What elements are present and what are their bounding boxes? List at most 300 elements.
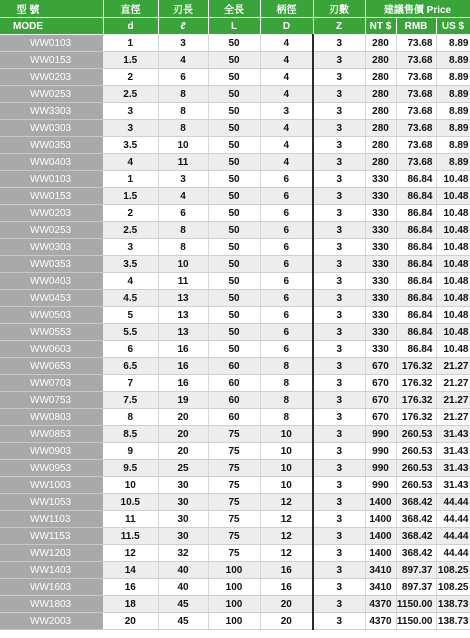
cut-length-cell: 30 (158, 528, 208, 545)
table-row (0, 562, 470, 579)
shank-diameter-cell: 6 (260, 273, 313, 290)
overall-length-cell: 50 (208, 222, 260, 239)
shank-diameter-cell: 6 (260, 290, 313, 307)
cut-length-cell: 13 (158, 290, 208, 307)
overall-length-cell: 75 (208, 443, 260, 460)
model-cell: WW0103 (0, 35, 103, 52)
rmb-price-cell: 176.32 (396, 392, 436, 409)
table-row (0, 494, 470, 511)
model-cell: WW1603 (0, 579, 103, 596)
diameter-cell: 2.5 (103, 86, 158, 103)
diameter-cell: 1 (103, 35, 158, 52)
diameter-cell: 2.5 (103, 222, 158, 239)
rmb-price-cell: 86.84 (396, 205, 436, 222)
table-row (0, 596, 470, 613)
shank-diameter-cell: 8 (260, 392, 313, 409)
flutes-subheader: Z (313, 18, 365, 35)
rmb-price-subheader: RMB (396, 18, 436, 35)
diameter-cell: 11 (103, 511, 158, 528)
diameter-cell: 10.5 (103, 494, 158, 511)
shank-diameter-cell: 16 (260, 562, 313, 579)
nt-price-cell: 4370 (365, 613, 396, 630)
rmb-price-cell: 1150.00 (396, 613, 436, 630)
model-cell: WW1153 (0, 528, 103, 545)
nt-price-cell: 330 (365, 290, 396, 307)
shank-diameter-cell: 10 (260, 426, 313, 443)
model-cell: WW0353 (0, 256, 103, 273)
flutes-cell: 3 (313, 273, 365, 290)
table-row (0, 477, 470, 494)
nt-price-cell: 280 (365, 52, 396, 69)
diameter-cell: 9.5 (103, 460, 158, 477)
model-cell: WW0103 (0, 171, 103, 188)
table-row (0, 137, 470, 154)
flutes-cell: 3 (313, 103, 365, 120)
overall-length-cell: 50 (208, 103, 260, 120)
cut-length-cell: 8 (158, 103, 208, 120)
overall-length-cell: 60 (208, 409, 260, 426)
rmb-price-cell: 86.84 (396, 222, 436, 239)
table-row (0, 511, 470, 528)
table-row (0, 307, 470, 324)
nt-price-cell: 990 (365, 460, 396, 477)
shank-diameter-cell: 6 (260, 205, 313, 222)
shank-diameter-cell: 8 (260, 358, 313, 375)
flutes-cell: 3 (313, 375, 365, 392)
diameter-cell: 18 (103, 596, 158, 613)
model-cell: WW3303 (0, 103, 103, 120)
diameter-header: 直徑 (103, 0, 158, 18)
shank-diameter-subheader: D (260, 18, 313, 35)
flutes-cell: 3 (313, 358, 365, 375)
overall-length-cell: 50 (208, 205, 260, 222)
flutes-cell: 3 (313, 307, 365, 324)
diameter-cell: 3 (103, 103, 158, 120)
table-row (0, 579, 470, 596)
usd-price-cell: 10.48 (436, 188, 470, 205)
rmb-price-cell: 86.84 (396, 341, 436, 358)
cut-length-cell: 6 (158, 69, 208, 86)
rmb-price-cell: 73.68 (396, 69, 436, 86)
flutes-cell: 3 (313, 460, 365, 477)
nt-price-cell: 1400 (365, 545, 396, 562)
table-row (0, 103, 470, 120)
shank-diameter-cell: 6 (260, 307, 313, 324)
flutes-header: 刃數 (313, 0, 365, 18)
table-row (0, 409, 470, 426)
shank-diameter-cell: 4 (260, 86, 313, 103)
overall-length-cell: 75 (208, 460, 260, 477)
flutes-cell: 3 (313, 579, 365, 596)
diameter-cell: 8.5 (103, 426, 158, 443)
overall-length-cell: 75 (208, 494, 260, 511)
model-cell: WW0653 (0, 358, 103, 375)
model-cell: WW0303 (0, 120, 103, 137)
model-cell: WW2003 (0, 613, 103, 630)
diameter-cell: 3 (103, 239, 158, 256)
usd-price-cell: 108.25 (436, 579, 470, 596)
cut-length-cell: 8 (158, 239, 208, 256)
shank-diameter-cell: 4 (260, 137, 313, 154)
overall-length-cell: 100 (208, 579, 260, 596)
flutes-cell: 3 (313, 290, 365, 307)
cut-length-cell: 3 (158, 171, 208, 188)
shank-diameter-cell: 4 (260, 35, 313, 52)
cut-length-cell: 25 (158, 460, 208, 477)
shank-diameter-cell: 6 (260, 256, 313, 273)
usd-price-cell: 31.43 (436, 426, 470, 443)
cut-length-header: 刃長 (158, 0, 208, 18)
nt-price-cell: 280 (365, 154, 396, 171)
cut-length-cell: 45 (158, 596, 208, 613)
table-row (0, 324, 470, 341)
model-subheader: MODE (0, 18, 103, 35)
diameter-cell: 7.5 (103, 392, 158, 409)
diameter-cell: 4 (103, 154, 158, 171)
shank-diameter-cell: 4 (260, 154, 313, 171)
table-row (0, 528, 470, 545)
overall-length-cell: 50 (208, 69, 260, 86)
overall-length-cell: 50 (208, 324, 260, 341)
usd-price-cell: 21.27 (436, 409, 470, 426)
cut-length-cell: 8 (158, 120, 208, 137)
usd-price-cell: 10.48 (436, 239, 470, 256)
rmb-price-cell: 86.84 (396, 256, 436, 273)
cut-length-cell: 20 (158, 443, 208, 460)
shank-diameter-header: 柄徑 (260, 0, 313, 18)
usd-price-cell: 10.48 (436, 256, 470, 273)
cut-length-cell: 45 (158, 613, 208, 630)
nt-price-cell: 1400 (365, 511, 396, 528)
rmb-price-cell: 73.68 (396, 86, 436, 103)
table-row (0, 545, 470, 562)
flutes-cell: 3 (313, 154, 365, 171)
model-cell: WW0503 (0, 307, 103, 324)
model-cell: WW0353 (0, 137, 103, 154)
flutes-cell: 3 (313, 239, 365, 256)
usd-price-cell: 8.89 (436, 52, 470, 69)
table-row (0, 443, 470, 460)
shank-diameter-cell: 10 (260, 460, 313, 477)
cut-length-cell: 8 (158, 86, 208, 103)
model-cell: WW1053 (0, 494, 103, 511)
model-cell: WW1003 (0, 477, 103, 494)
nt-price-cell: 330 (365, 341, 396, 358)
shank-diameter-cell: 8 (260, 409, 313, 426)
model-cell: WW0603 (0, 341, 103, 358)
nt-price-subheader: NT $ (365, 18, 396, 35)
nt-price-cell: 280 (365, 120, 396, 137)
usd-price-cell: 10.48 (436, 171, 470, 188)
nt-price-cell: 330 (365, 239, 396, 256)
model-cell: WW0253 (0, 86, 103, 103)
flutes-cell: 3 (313, 171, 365, 188)
model-cell: WW0153 (0, 52, 103, 69)
nt-price-cell: 330 (365, 205, 396, 222)
rmb-price-cell: 176.32 (396, 358, 436, 375)
nt-price-cell: 330 (365, 256, 396, 273)
table-row (0, 273, 470, 290)
nt-price-cell: 280 (365, 86, 396, 103)
rmb-price-cell: 86.84 (396, 171, 436, 188)
flutes-cell: 3 (313, 613, 365, 630)
usd-price-cell: 8.89 (436, 86, 470, 103)
usd-price-cell: 31.43 (436, 443, 470, 460)
flutes-cell: 3 (313, 324, 365, 341)
flutes-cell: 3 (313, 137, 365, 154)
rmb-price-cell: 86.84 (396, 290, 436, 307)
overall-length-cell: 50 (208, 35, 260, 52)
overall-length-cell: 60 (208, 358, 260, 375)
usd-price-cell: 44.44 (436, 545, 470, 562)
overall-length-cell: 100 (208, 596, 260, 613)
diameter-subheader: d (103, 18, 158, 35)
rmb-price-cell: 368.42 (396, 494, 436, 511)
nt-price-cell: 990 (365, 426, 396, 443)
table-row (0, 358, 470, 375)
model-cell: WW0403 (0, 273, 103, 290)
flutes-cell: 3 (313, 494, 365, 511)
usd-price-cell: 8.89 (436, 154, 470, 171)
overall-length-cell: 60 (208, 375, 260, 392)
model-cell: WW1403 (0, 562, 103, 579)
diameter-cell: 3.5 (103, 256, 158, 273)
flutes-cell: 3 (313, 86, 365, 103)
shank-diameter-cell: 6 (260, 324, 313, 341)
overall-length-cell: 50 (208, 290, 260, 307)
shank-diameter-cell: 12 (260, 494, 313, 511)
usd-price-cell: 108.25 (436, 562, 470, 579)
shank-diameter-cell: 12 (260, 528, 313, 545)
diameter-cell: 4 (103, 273, 158, 290)
table-row (0, 188, 470, 205)
rmb-price-cell: 260.53 (396, 460, 436, 477)
overall-length-cell: 75 (208, 528, 260, 545)
table-row (0, 35, 470, 52)
flutes-cell: 3 (313, 205, 365, 222)
flutes-cell: 3 (313, 426, 365, 443)
flutes-cell: 3 (313, 69, 365, 86)
cut-length-cell: 16 (158, 358, 208, 375)
table-header (0, 0, 470, 35)
cut-length-cell: 8 (158, 222, 208, 239)
cut-length-cell: 13 (158, 307, 208, 324)
shank-diameter-cell: 6 (260, 222, 313, 239)
cut-length-cell: 30 (158, 511, 208, 528)
diameter-cell: 14 (103, 562, 158, 579)
overall-length-cell: 75 (208, 511, 260, 528)
nt-price-cell: 990 (365, 477, 396, 494)
nt-price-cell: 330 (365, 171, 396, 188)
shank-diameter-cell: 16 (260, 579, 313, 596)
diameter-cell: 3 (103, 120, 158, 137)
cut-length-cell: 10 (158, 256, 208, 273)
overall-length-cell: 50 (208, 256, 260, 273)
rmb-price-cell: 73.68 (396, 103, 436, 120)
overall-length-cell: 100 (208, 613, 260, 630)
cut-length-cell: 30 (158, 477, 208, 494)
nt-price-cell: 670 (365, 358, 396, 375)
table-row (0, 460, 470, 477)
flutes-cell: 3 (313, 256, 365, 273)
model-cell: WW0953 (0, 460, 103, 477)
model-cell: WW0903 (0, 443, 103, 460)
shank-diameter-cell: 10 (260, 443, 313, 460)
shank-diameter-cell: 6 (260, 188, 313, 205)
nt-price-cell: 3410 (365, 562, 396, 579)
diameter-cell: 2 (103, 205, 158, 222)
rmb-price-cell: 86.84 (396, 307, 436, 324)
nt-price-cell: 280 (365, 35, 396, 52)
diameter-cell: 9 (103, 443, 158, 460)
diameter-cell: 11.5 (103, 528, 158, 545)
usd-price-cell: 31.43 (436, 460, 470, 477)
usd-price-cell: 21.27 (436, 392, 470, 409)
nt-price-cell: 330 (365, 273, 396, 290)
flutes-cell: 3 (313, 188, 365, 205)
shank-diameter-cell: 8 (260, 375, 313, 392)
rmb-price-cell: 73.68 (396, 137, 436, 154)
overall-length-cell: 50 (208, 154, 260, 171)
model-cell: WW0403 (0, 154, 103, 171)
cut-length-cell: 20 (158, 426, 208, 443)
shank-diameter-cell: 6 (260, 239, 313, 256)
rmb-price-cell: 73.68 (396, 154, 436, 171)
diameter-cell: 7 (103, 375, 158, 392)
overall-length-cell: 50 (208, 307, 260, 324)
cut-length-cell: 32 (158, 545, 208, 562)
rmb-price-cell: 86.84 (396, 324, 436, 341)
flutes-cell: 3 (313, 443, 365, 460)
nt-price-cell: 280 (365, 69, 396, 86)
usd-price-cell: 10.48 (436, 307, 470, 324)
table-row (0, 613, 470, 630)
overall-length-cell: 50 (208, 239, 260, 256)
diameter-cell: 8 (103, 409, 158, 426)
usd-price-cell: 8.89 (436, 120, 470, 137)
diameter-cell: 5.5 (103, 324, 158, 341)
cut-length-cell: 30 (158, 494, 208, 511)
model-cell: WW0303 (0, 239, 103, 256)
rmb-price-cell: 73.68 (396, 52, 436, 69)
diameter-cell: 1 (103, 171, 158, 188)
cut-length-cell: 16 (158, 375, 208, 392)
flutes-cell: 3 (313, 120, 365, 137)
table-row (0, 86, 470, 103)
table-row (0, 52, 470, 69)
nt-price-cell: 1400 (365, 528, 396, 545)
overall-length-cell: 50 (208, 171, 260, 188)
overall-length-cell: 50 (208, 86, 260, 103)
table-row (0, 256, 470, 273)
cut-length-cell: 4 (158, 188, 208, 205)
diameter-cell: 20 (103, 613, 158, 630)
table-row (0, 120, 470, 137)
usd-price-subheader: US $ (436, 18, 470, 35)
usd-price-cell: 44.44 (436, 511, 470, 528)
diameter-cell: 16 (103, 579, 158, 596)
cut-length-cell: 10 (158, 137, 208, 154)
cut-length-cell: 11 (158, 154, 208, 171)
rmb-price-cell: 260.53 (396, 443, 436, 460)
diameter-cell: 10 (103, 477, 158, 494)
rmb-price-cell: 368.42 (396, 545, 436, 562)
overall-length-cell: 75 (208, 426, 260, 443)
flutes-cell: 3 (313, 562, 365, 579)
cut-length-cell: 19 (158, 392, 208, 409)
table-row (0, 69, 470, 86)
rmb-price-cell: 897.37 (396, 562, 436, 579)
usd-price-cell: 8.89 (436, 69, 470, 86)
nt-price-cell: 3410 (365, 579, 396, 596)
usd-price-cell: 21.27 (436, 358, 470, 375)
table-row (0, 341, 470, 358)
model-cell: WW0203 (0, 205, 103, 222)
nt-price-cell: 670 (365, 375, 396, 392)
model-cell: WW0203 (0, 69, 103, 86)
table-row (0, 426, 470, 443)
model-cell: WW0553 (0, 324, 103, 341)
table-body (0, 35, 470, 630)
overall-length-cell: 50 (208, 52, 260, 69)
shank-diameter-cell: 6 (260, 171, 313, 188)
overall-length-cell: 100 (208, 562, 260, 579)
rmb-price-cell: 73.68 (396, 120, 436, 137)
diameter-cell: 1.5 (103, 188, 158, 205)
diameter-cell: 4.5 (103, 290, 158, 307)
usd-price-cell: 44.44 (436, 528, 470, 545)
cut-length-cell: 40 (158, 562, 208, 579)
diameter-cell: 6.5 (103, 358, 158, 375)
nt-price-cell: 1400 (365, 494, 396, 511)
flutes-cell: 3 (313, 392, 365, 409)
rmb-price-cell: 86.84 (396, 188, 436, 205)
diameter-cell: 3.5 (103, 137, 158, 154)
overall-length-cell: 50 (208, 188, 260, 205)
shank-diameter-cell: 12 (260, 545, 313, 562)
cut-length-cell: 13 (158, 324, 208, 341)
diameter-cell: 6 (103, 341, 158, 358)
flutes-cell: 3 (313, 35, 365, 52)
nt-price-cell: 330 (365, 188, 396, 205)
rmb-price-cell: 86.84 (396, 239, 436, 256)
usd-price-cell: 10.48 (436, 290, 470, 307)
cut-length-cell: 6 (158, 205, 208, 222)
nt-price-cell: 670 (365, 409, 396, 426)
usd-price-cell: 10.48 (436, 324, 470, 341)
rmb-price-cell: 897.37 (396, 579, 436, 596)
model-cell: WW0703 (0, 375, 103, 392)
nt-price-cell: 330 (365, 324, 396, 341)
flutes-cell: 3 (313, 596, 365, 613)
cut-length-cell: 20 (158, 409, 208, 426)
overall-length-cell: 75 (208, 545, 260, 562)
model-cell: WW1803 (0, 596, 103, 613)
shank-diameter-cell: 10 (260, 477, 313, 494)
table-row (0, 205, 470, 222)
rmb-price-cell: 368.42 (396, 511, 436, 528)
overall-length-cell: 50 (208, 341, 260, 358)
model-cell: WW0253 (0, 222, 103, 239)
model-header: 型 號 (0, 0, 103, 18)
cut-length-cell: 40 (158, 579, 208, 596)
model-cell: WW0153 (0, 188, 103, 205)
usd-price-cell: 21.27 (436, 375, 470, 392)
overall-length-cell: 50 (208, 273, 260, 290)
cut-length-cell: 16 (158, 341, 208, 358)
shank-diameter-cell: 4 (260, 120, 313, 137)
rmb-price-cell: 176.32 (396, 375, 436, 392)
